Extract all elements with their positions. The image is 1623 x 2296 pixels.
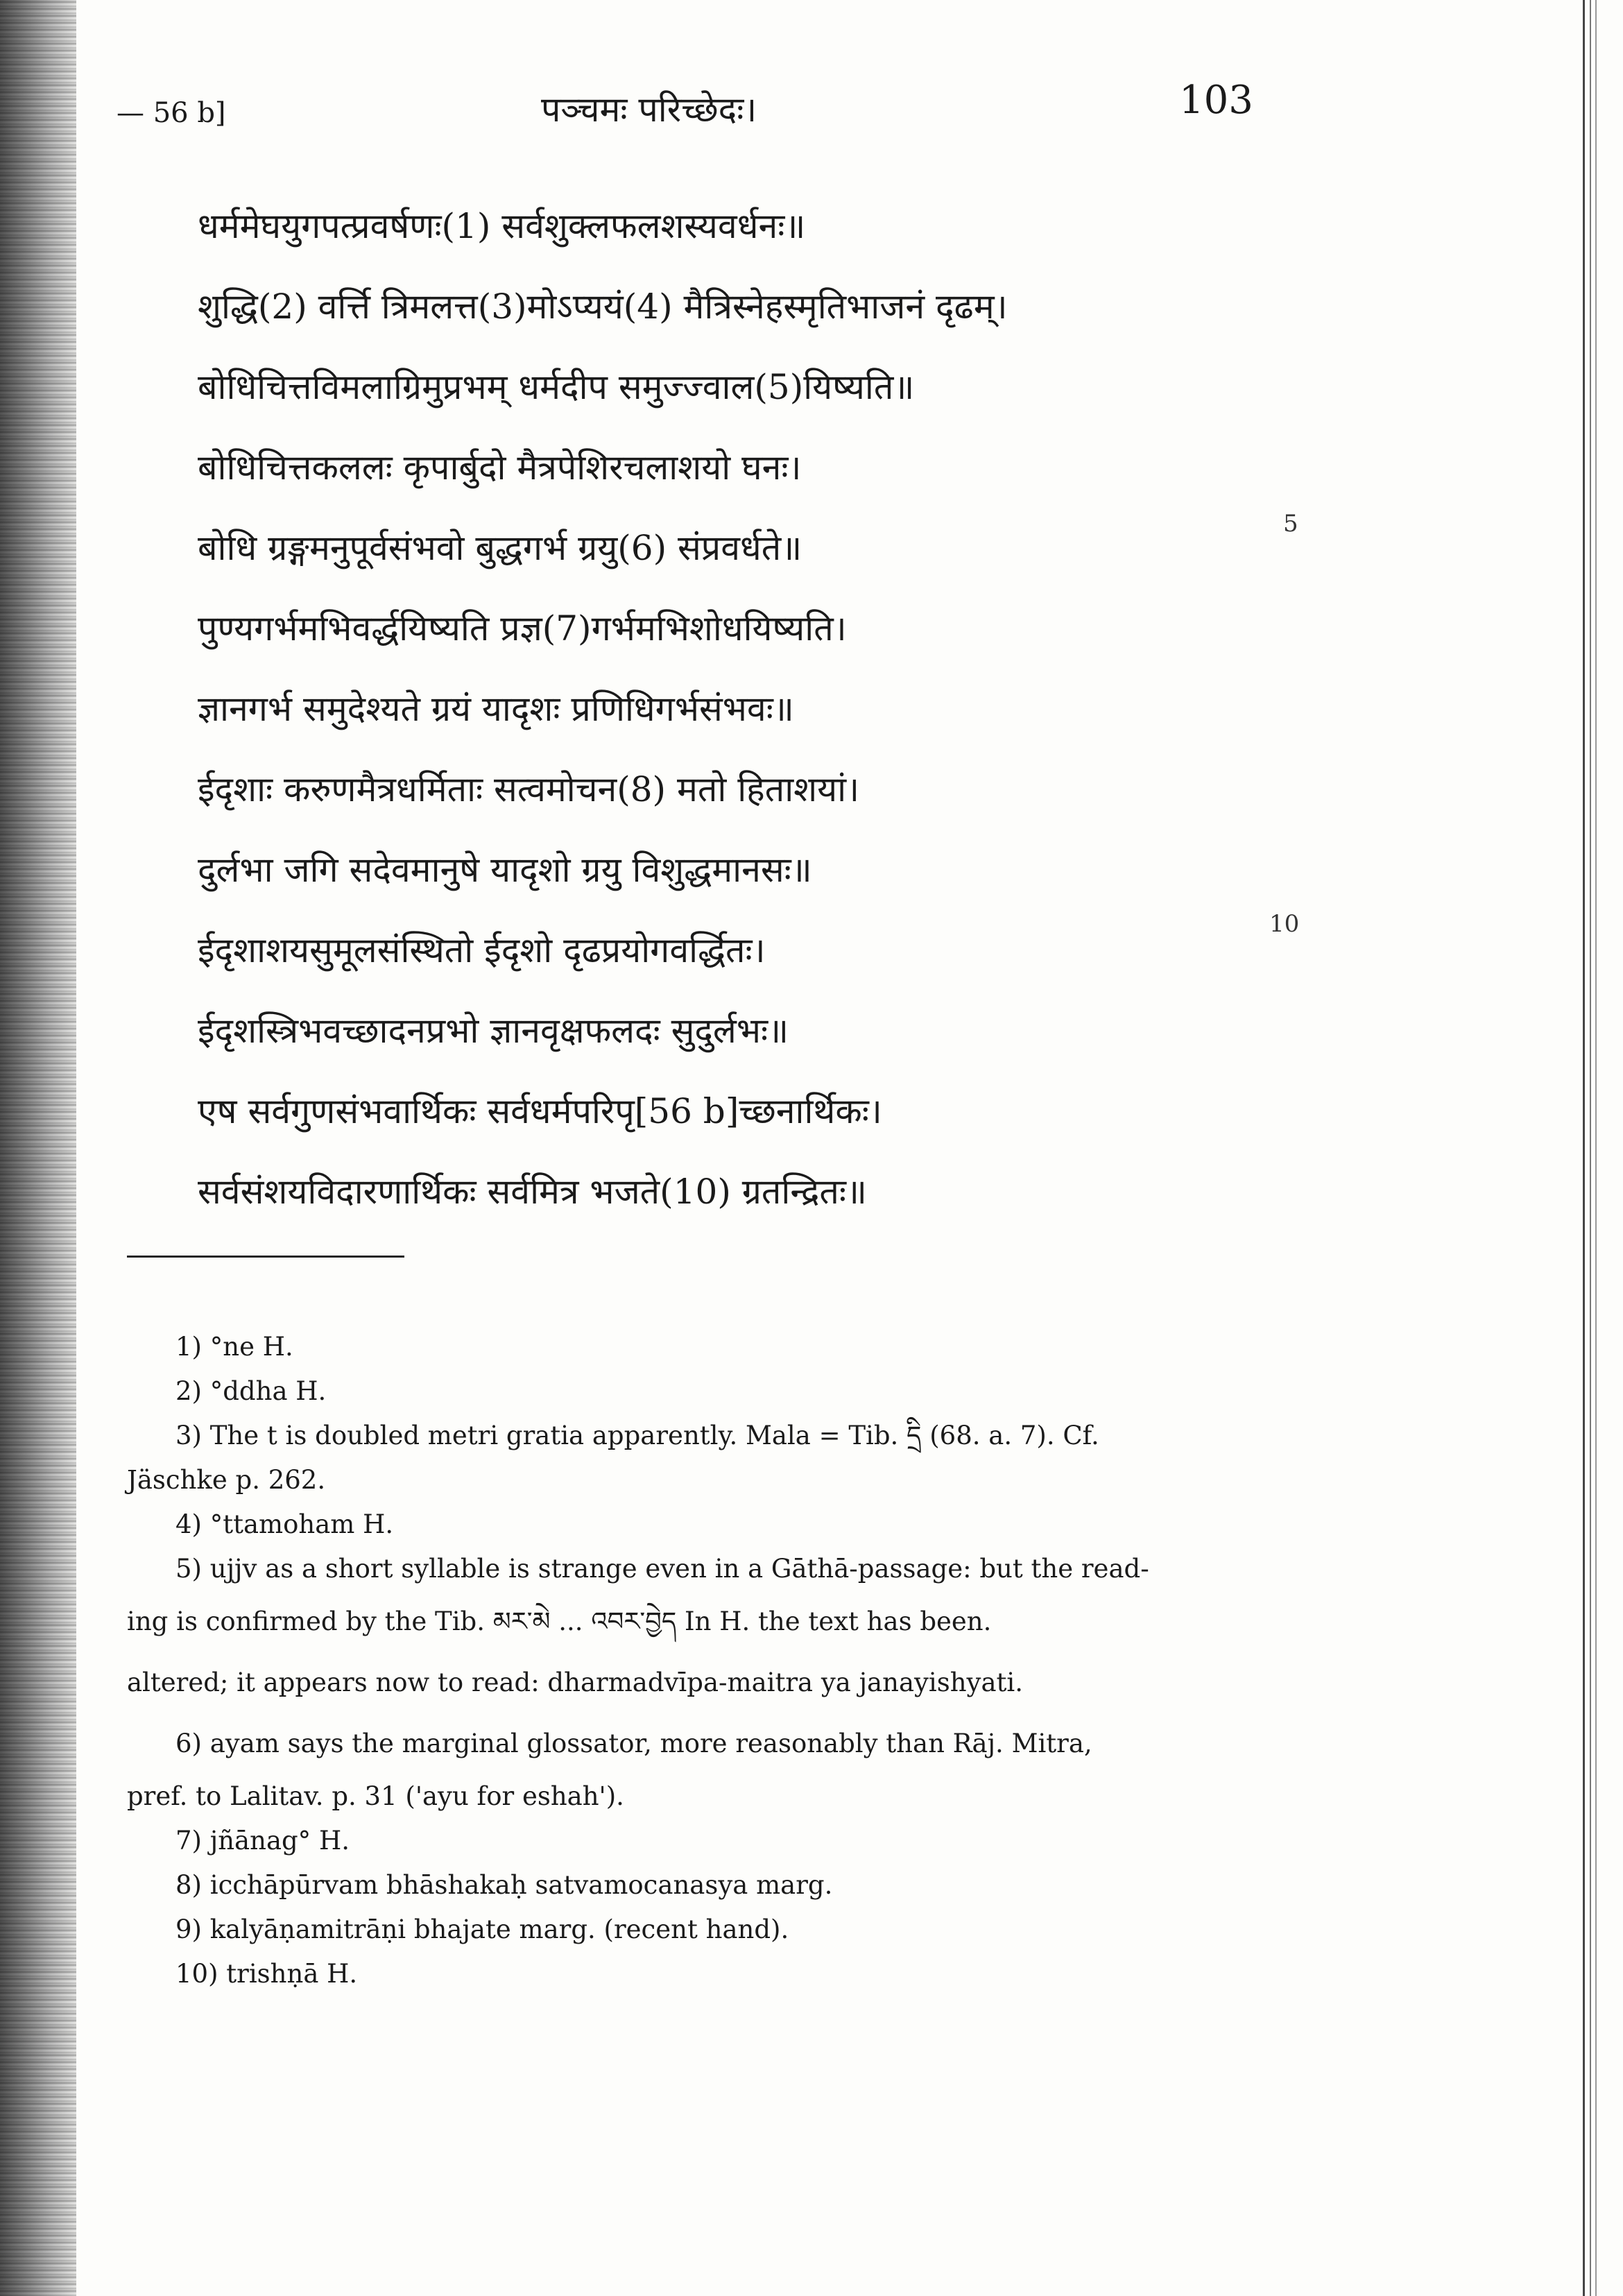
page-edge-line bbox=[1590, 0, 1591, 2296]
chapter-title: पञ्चमः परिच्छेदः। bbox=[541, 89, 757, 130]
verse-line: दुर्लभा जगि सदेवमानुषे यादृशो ग्रयु विशुद्धमानसः॥ bbox=[198, 850, 812, 890]
footnote bbox=[127, 1547, 1271, 1591]
verse-line: पुण्यगर्भमभिवर्द्धयिष्यति प्रज्ञ(7)गर्भमभिशोधयिष्यति। bbox=[198, 608, 847, 649]
verse-line: ईदृशस्त्रिभवच्छादनप्रभो ज्ञानवृक्षफलदः सुदुर्लभः॥ bbox=[198, 1011, 789, 1051]
folio-reference: — 56 b] bbox=[117, 97, 226, 129]
verse-line: सर्वसंशयविदारणार्थिकः सर्वमित्र भजते(10) ग्रतन्द्रितः॥ bbox=[198, 1172, 867, 1212]
footnote-text: pref. to Lalitav. p. 31 ('ayu for eshah'). bbox=[127, 1781, 624, 1811]
footnote-text: °ne H. bbox=[209, 1332, 293, 1362]
footnote-text: The t is doubled metri gratia apparently. Mala = Tib. དྲི (68. a. 7). Cf. bbox=[209, 1421, 1099, 1450]
footnote-continuation bbox=[127, 1591, 1271, 1652]
footnote-text: ujjv as a short syllable is strange even in a Gāthā-passage: but the read- bbox=[209, 1554, 1149, 1584]
verse-line: एष सर्वगुणसंभवार्थिकः सर्वधर्मपरिपृ[56 b]च्छनार्थिकः। bbox=[198, 1091, 882, 1131]
footnote-text: icchāpūrvam bhāshakaḥ satvamocanasya marg. bbox=[209, 1870, 833, 1900]
footnote-continuation bbox=[127, 1458, 1271, 1502]
verse-line: शुद्धि(2) वर्त्ति त्रिमलत्त(3)मोऽप्ययं(4) मैत्रिस्नेहस्मृतिभाजनं दृढम्। bbox=[198, 286, 1008, 327]
footnote-text: Jäschke p. 262. bbox=[127, 1465, 326, 1495]
footnote-number: 6) bbox=[175, 1729, 202, 1758]
footnote bbox=[127, 1325, 1271, 1369]
footnote bbox=[127, 1369, 1271, 1414]
line-number-marker: 5 bbox=[1283, 510, 1298, 538]
footnote bbox=[127, 1863, 1271, 1908]
footnote-text: ayam says the marginal glossator, more reasonably than Rāj. Mitra, bbox=[209, 1729, 1092, 1758]
footnote-text: altered; it appears now to read: dharmadvīpa-maitra ya janayishyati. bbox=[127, 1668, 1023, 1697]
footnote-number: 5) bbox=[175, 1554, 202, 1584]
footnote-rule bbox=[127, 1256, 404, 1258]
page-edge-line bbox=[1583, 0, 1585, 2296]
line-number-marker: 10 bbox=[1269, 910, 1300, 938]
footnote-continuation bbox=[127, 1774, 1271, 1819]
footnote-number: 10) bbox=[175, 1959, 218, 1989]
verse-block bbox=[198, 186, 1307, 1232]
footnote-text: °ddha H. bbox=[209, 1376, 327, 1406]
verse-line: ज्ञानगर्भ समुदेश्यते ग्रयं यादृशः प्रणिधिगर्भसंभवः॥ bbox=[198, 689, 794, 729]
footnote-number: 2) bbox=[175, 1376, 202, 1406]
footnote-number: 9) bbox=[175, 1914, 202, 1944]
footnote-number: 8) bbox=[175, 1870, 202, 1900]
verse-line: बोधिचित्तविमलाग्रिमुप्रभम् धर्मदीप समुज्ज्वाल(5)यिष्यति॥ bbox=[198, 367, 915, 407]
verse-line: ईदृशाः करुणमैत्रधर्मिताः सत्वमोचन(8) मतो हिताशयां। bbox=[198, 769, 860, 809]
verse-line: बोधिचित्तकललः कृपार्बुदो मैत्रपेशिरचलाशयो घनः। bbox=[198, 447, 802, 488]
footnote-continuation bbox=[127, 1652, 1271, 1713]
verse-line: बोधि ग्रङ्गमनुपूर्वसंभवो बुद्धगर्भ ग्रयु(6) संप्रवर्धते॥ bbox=[198, 528, 802, 568]
footnote-text: trishṇā H. bbox=[226, 1959, 358, 1989]
verse-line: धर्ममेघयुगपत्प्रवर्षणः(1) सर्वशुक्लफलशस्यवर्धनः॥ bbox=[198, 206, 806, 246]
verse-line: ईदृशाशयसुमूलसंस्थितो ईदृशो दृढप्रयोगवर्द्धितः। bbox=[198, 930, 766, 970]
footnote-number: 7) bbox=[175, 1826, 202, 1856]
footnote bbox=[127, 1713, 1271, 1774]
footnote-text: ing is confirmed by the Tib. མར་མེ ... འབར་བྱེད In H. the text has been. bbox=[127, 1607, 992, 1636]
footnote bbox=[127, 1819, 1271, 1863]
footnote bbox=[127, 1908, 1271, 1952]
footnote bbox=[127, 1414, 1271, 1458]
footnotes bbox=[127, 1325, 1271, 1996]
footnote bbox=[127, 1952, 1271, 1996]
footnote bbox=[127, 1502, 1271, 1547]
footnote-number: 4) bbox=[175, 1509, 202, 1539]
footnote-text: jñānag° H. bbox=[209, 1826, 350, 1856]
footnote-text: °ttamoham H. bbox=[209, 1509, 394, 1539]
page-edge-line bbox=[1595, 0, 1597, 2296]
page-number: 103 bbox=[1179, 78, 1253, 123]
binding-shadow bbox=[0, 0, 76, 2296]
footnote-text: kalyāṇamitrāṇi bhajate marg. (recent hand). bbox=[209, 1914, 789, 1944]
footnote-number: 1) bbox=[175, 1332, 202, 1362]
footnote-number: 3) bbox=[175, 1421, 202, 1450]
